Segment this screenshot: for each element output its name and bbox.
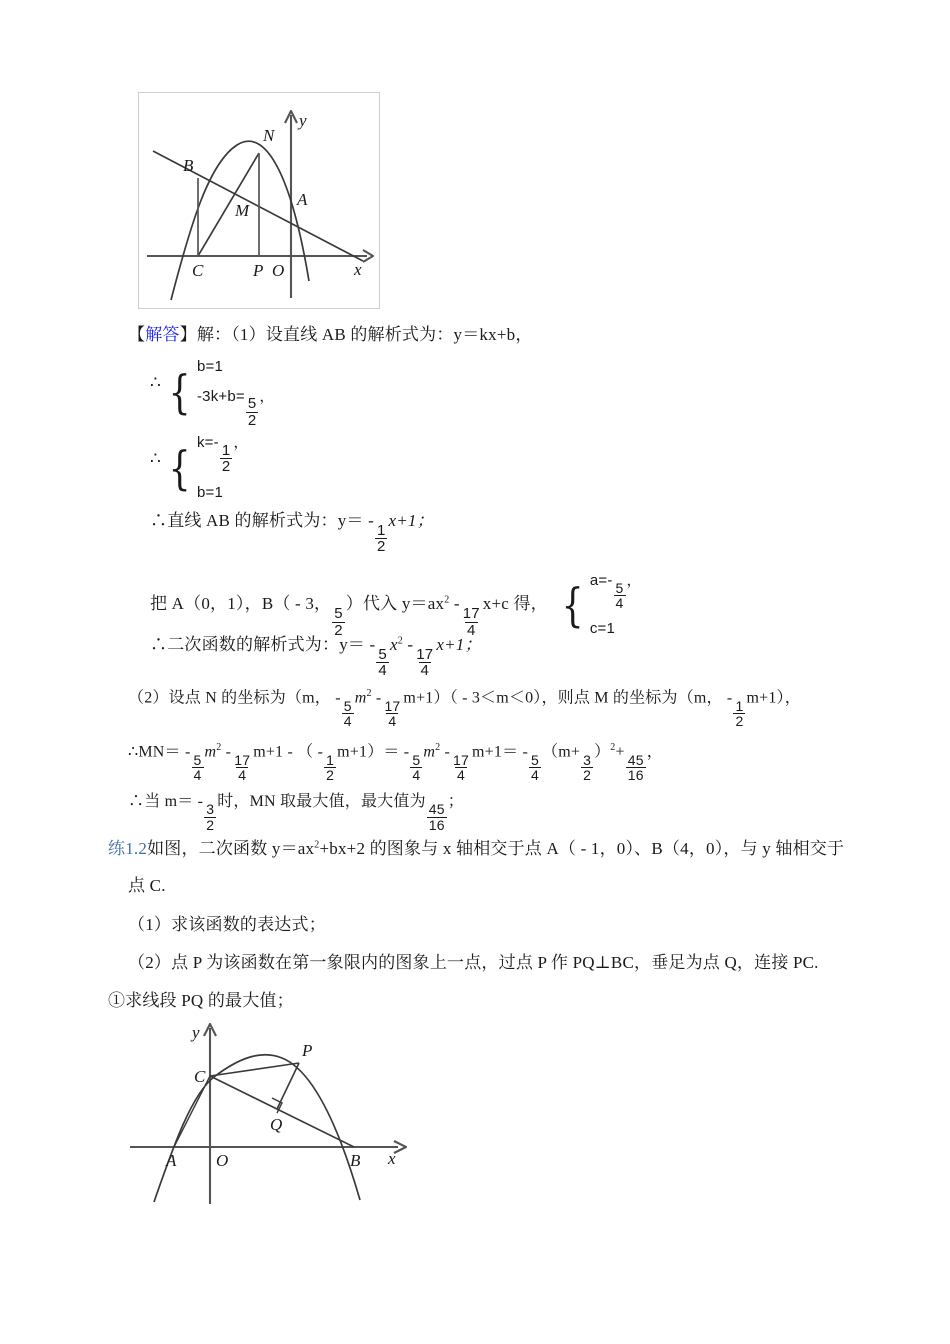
figure-1-svg <box>139 93 377 306</box>
sys3-row2: c=1 <box>589 619 616 637</box>
brace-glyph-2: { <box>169 440 192 495</box>
part2-e: m+1）， <box>746 689 801 707</box>
figure-1-label-B: B <box>183 156 194 175</box>
brace-1 <box>165 356 274 428</box>
figure-1-label-C: C <box>192 261 204 280</box>
sys2-row1: k=- $\frac{1}{2}$ ， <box>196 434 249 476</box>
solution-header-line <box>128 322 533 348</box>
mn-a: ∴MN＝ - <box>128 743 191 761</box>
figure-2-label-C: C <box>194 1067 206 1086</box>
therefore-2: ∴ <box>150 449 162 469</box>
brace-2 <box>165 432 248 504</box>
part2-b: m <box>354 689 367 707</box>
brace-3 <box>558 570 641 640</box>
exercise-number: 练1.2 <box>108 839 148 858</box>
mn-max-line: ∴当 m＝ - $\frac{3}{2}$ 时，MN 取最大值，最大值为 $\frac{45}{16}$ ； <box>128 793 464 833</box>
figure-1-label-M: M <box>235 201 250 220</box>
exercise-stem-line-1: 练1.2如图，二次函数 $y=ax^2+bx+2$ 的图象与 x 轴相交于点 A（ - 1，0）、B（4，0），与 y 轴相交于 <box>108 839 845 858</box>
figure-2-label-A: A <box>166 1151 177 1170</box>
sys3-row1: a=- $\frac{5}{4}$ ， <box>589 572 642 612</box>
therefore-1: ∴ <box>150 373 162 393</box>
solution-tag: 解答 <box>145 325 180 344</box>
quad-prefix: ∴二次函数的解析式为：y＝ - <box>150 635 376 654</box>
substitution-line: 把 A（0，1），B（ - 3， $\frac{5}{2}$ ）代入 $y=ax^2$ - $\frac{17}{4}$ x+c 得， { a=- $\frac{5}{4}$ ， c=1 <box>150 572 642 639</box>
part2-line: （2）设点 N 的坐标为（m， - $\frac{5}{4}$ $m^2$ - $\frac{17}{4}$ m+1）（ - 3＜m＜0），则点 M 的坐标为（m， - $\frac{1}{2}$ m+1）， <box>128 688 801 730</box>
figure-2-svg <box>122 1014 422 1209</box>
figure-1-label-x-axis: x <box>354 260 362 279</box>
part2-c: - <box>371 689 382 707</box>
brace-glyph-1: { <box>169 364 192 419</box>
figure-2-label-Q: Q <box>270 1115 283 1134</box>
max-c: ； <box>447 793 464 810</box>
exercise-question-1: （1）求该函数的表达式； <box>128 915 326 934</box>
figure-1-label-O: O <box>272 261 285 280</box>
line-ab-suffix: x+1； <box>388 511 434 530</box>
solution-system-1 <box>150 356 275 428</box>
figure-2-label-x-axis: x <box>388 1149 396 1168</box>
quad-var: x <box>389 635 398 654</box>
exercise-stem-line-2: 点 C. <box>128 876 166 895</box>
exercise-stem-a: 如图，二次函数 y＝ax <box>147 839 315 858</box>
solution-tag-close: 】 <box>179 325 197 344</box>
solution-tag-open: 【 <box>128 325 146 344</box>
subst-part-3: - <box>449 594 460 614</box>
exercise-stem-b: +bx+2 的图象与 x 轴相交于点 A（ - 1，0）、B（4，0），与 y 轴相交于 <box>319 839 845 858</box>
figure-1-label-A: A <box>297 190 308 209</box>
figure-2-label-O: O <box>216 1151 229 1170</box>
solution-system-2 <box>150 432 249 504</box>
quad-suffix: x+1； <box>436 635 482 654</box>
max-b: 时，MN 取最大值，最大值为 <box>217 793 426 810</box>
figure-2-frame <box>122 1014 422 1209</box>
exercise-question-2a: ①求线段 PQ 的最大值； <box>108 991 294 1010</box>
subst-part-1: 把 A（0，1），B（ - 3， <box>150 594 332 614</box>
quadratic-result: ∴二次函数的解析式为：y＝ - $\frac{5}{4}$ $x^2$ - $\frac{17}{4}$ x+1； <box>150 635 482 680</box>
figure-1-label-y-axis: y <box>299 111 307 130</box>
figure-2-label-P: P <box>302 1041 313 1060</box>
mn-expression-line: ∴MN＝ - $\frac{5}{4}$ $m^2$ - $\frac{17}{4}$ m+1 - （ - $\frac{1}{2}$ m+1）＝ - $\frac{5}{4}$ $m^2$ - $\frac{17}{4}$ m+1＝ - $\frac{5}{4}$ （m+ $\frac{3}{2}$ ）$^2$+ $\frac{45}{16}$ ， <box>128 742 663 784</box>
part2-d: m+1）（ - 3＜m＜0），则点 M 的坐标为（m， - <box>403 689 733 707</box>
sys2-row2: b=1 <box>196 483 223 501</box>
exercise-question-2: （2）点 P 为该函数在第一象限内的图象上一点，过点 P 作 PQ⊥BC，垂足为点 Q，连接 PC. <box>128 953 819 972</box>
figure-1-frame <box>138 92 380 309</box>
figure-1-label-N: N <box>263 126 275 145</box>
solution-line1: 解：（1）设直线 AB 的解析式为：y＝kx+b， <box>196 325 533 344</box>
max-a: ∴当 m＝ - <box>128 793 204 810</box>
figure-2-label-y-axis: y <box>192 1023 200 1042</box>
part2-a: （2）设点 N 的坐标为（m， - <box>128 689 341 707</box>
quad-minus: - <box>402 635 414 654</box>
line-ab-result: ∴直线 AB 的解析式为：y＝ - $\frac{1}{2}$ x+1； <box>150 511 434 556</box>
subst-part-2: ）代入 y＝ax <box>345 594 445 614</box>
brace-glyph-3: { <box>562 577 585 632</box>
figure-1-label-P: P <box>253 261 264 280</box>
sys1-row2: -3k+b= $\frac{5}{2}$ ， <box>196 387 275 429</box>
sys1-row1: b=1 <box>196 358 223 375</box>
figure-2-label-B: B <box>350 1151 361 1170</box>
subst-part-4: x+c 得， <box>482 594 548 614</box>
line-ab-prefix: ∴直线 AB 的解析式为：y＝ - <box>150 511 374 530</box>
